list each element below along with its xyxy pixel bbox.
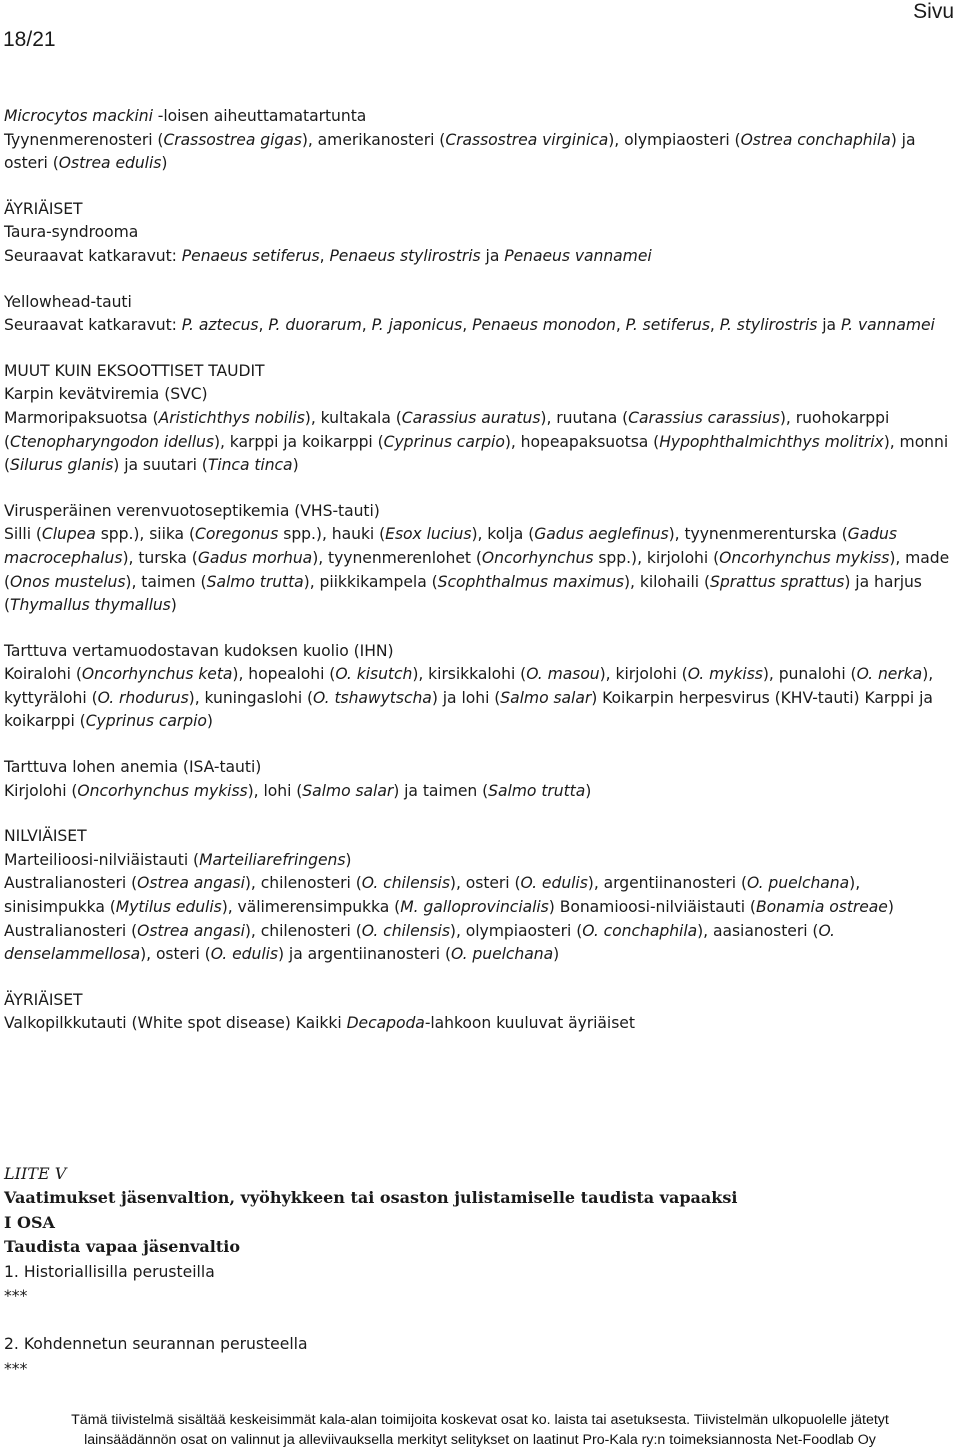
- text-run: ): [553, 945, 560, 964]
- species-name: P. japonicus: [371, 316, 463, 335]
- species-name: Microcytos mackini: [4, 107, 153, 125]
- text-line: [4, 989, 956, 1013]
- text-run: ): [585, 781, 592, 800]
- species-name: Ostrea conchaphila: [740, 130, 891, 149]
- text-run: ), lohi (: [247, 781, 303, 800]
- text-run: Taura-syndrooma: [4, 223, 139, 242]
- text-run: ,: [361, 316, 372, 335]
- text-run: ), olympiaosteri (: [449, 921, 583, 940]
- text-run: Kirjolohi (: [4, 781, 78, 800]
- text-run: spp.), hauki (: [278, 525, 386, 544]
- species-name: Cyprinus carpio: [85, 712, 207, 731]
- page-count: 18/21: [3, 28, 56, 51]
- species-name: Gadus aeglefinus: [534, 525, 669, 544]
- paragraph-block: [4, 756, 956, 803]
- paragraph-block: [4, 105, 956, 176]
- species-name: P. setiferus: [625, 316, 710, 335]
- paragraph-block: [4, 360, 956, 478]
- text-line: [4, 756, 956, 780]
- species-name: Cyprinus carpio: [383, 432, 505, 451]
- text-run: Yellowhead-tauti: [4, 292, 132, 311]
- species-name: Salmo trutta: [488, 781, 586, 800]
- text-line: [4, 780, 604, 804]
- text-run: Marmoripaksuotsa (: [4, 408, 159, 427]
- species-name: Gadus morhua: [197, 548, 313, 567]
- annex-item-2: 2. Kohdennetun seurannan perusteella: [4, 1335, 308, 1354]
- text-line: [4, 291, 956, 315]
- paragraph-block: [4, 291, 956, 338]
- text-line: [4, 105, 956, 129]
- species-name: Decapoda: [346, 1014, 425, 1033]
- text-run: Tarttuva vertamuodostavan kudoksen kuolio (IHN): [4, 641, 394, 660]
- text-run: ,: [258, 316, 269, 335]
- text-line: [4, 245, 956, 269]
- text-run: -loisen aiheuttamatartunta: [152, 107, 367, 125]
- text-run: Seuraavat katkaravut:: [4, 246, 182, 265]
- text-line: [4, 198, 956, 222]
- text-line: [4, 407, 956, 478]
- species-name: Carassius carassius: [628, 408, 780, 427]
- text-run: ), argentiinanosteri (: [587, 874, 748, 893]
- species-name: Penaeus stylirostris: [329, 246, 481, 265]
- text-run: ) ja lohi (: [431, 688, 501, 707]
- species-name: O. rhodurus: [97, 688, 189, 707]
- text-run: ), hopealohi (: [232, 665, 336, 684]
- species-name: Ostrea angasi: [137, 921, 245, 940]
- text-run: Virusperäinen verenvuotoseptikemia (VHS-tauti): [4, 501, 380, 520]
- species-name: Salmo salar: [302, 781, 394, 800]
- text-run: NILVIÄISET: [4, 827, 87, 846]
- species-name: Crassostrea gigas: [163, 130, 302, 149]
- species-name: Salmo trutta: [206, 572, 304, 591]
- species-name: Sprattus sprattus: [710, 572, 845, 591]
- species-name: Onos mustelus: [10, 572, 126, 591]
- text-line: [4, 383, 956, 407]
- text-run: Silli (: [4, 525, 42, 544]
- species-name: Crassostrea virginica: [445, 130, 609, 149]
- text-run: ), ruohokarppi (: [4, 408, 890, 451]
- species-name: O. conchaphila: [582, 921, 698, 940]
- paragraph-block: [4, 825, 956, 967]
- species-name: Ostrea edulis: [58, 154, 162, 173]
- footer-line-2: lainsäädännön osat on valinnut ja alleviivauksella merkityt selitykset on laatinut Pro-Kala ry:n toimeksiannosta Net-Foodlab Oy: [84, 1432, 876, 1448]
- text-run: ), chilenosteri (: [244, 921, 362, 940]
- species-name: Marteiliarefringens: [199, 850, 346, 869]
- page-label: Sivu: [913, 0, 954, 23]
- text-run: ) Australianosteri (: [4, 898, 894, 940]
- annex-title: LIITE V: [4, 1164, 67, 1183]
- text-run: ): [292, 456, 299, 475]
- species-name: M. galloprovincialis: [400, 898, 549, 917]
- species-name: Clupea: [41, 525, 96, 544]
- text-run: ), karppi ja koikarppi (: [213, 432, 384, 451]
- species-name: Scophthalmus maximus: [437, 572, 624, 591]
- text-line: [4, 640, 956, 664]
- text-run: ), made (: [4, 548, 950, 591]
- text-line: [4, 1012, 956, 1036]
- text-run: ), turska (: [122, 548, 198, 567]
- text-run: ,: [462, 316, 473, 335]
- text-line: [4, 500, 956, 524]
- text-run: ) Koikarpin herpesvirus (KHV-tauti) Karppi ja koikarppi (: [4, 688, 933, 731]
- species-name: P. aztecus: [181, 316, 259, 335]
- species-name: P. duorarum: [268, 316, 362, 335]
- text-run: Tarttuva lohen anemia (ISA-tauti): [4, 758, 262, 777]
- annex-part: I OSA: [4, 1212, 55, 1232]
- annex-spacer: [4, 1308, 954, 1332]
- text-run: ), amerikanosteri (: [301, 130, 446, 149]
- text-run: ), monni (: [4, 432, 949, 475]
- text-run: ), piikkikampela (: [303, 572, 438, 591]
- text-line: [4, 872, 956, 966]
- text-run: ,: [319, 246, 330, 265]
- species-name: Silurus glanis: [10, 456, 114, 475]
- species-name: Coregonus: [195, 525, 279, 544]
- annex-heading: Vaatimukset jäsenvaltion, vyöhykkeen tai osaston julistamiselle taudista vapaaksi: [4, 1188, 738, 1208]
- species-name: O. chilensis: [361, 874, 450, 893]
- species-name: O. masou: [526, 665, 600, 684]
- text-run: Seuraavat katkaravut:: [4, 316, 182, 335]
- text-run: ) Bonamioosi-nilviäistauti (: [548, 898, 756, 917]
- text-run: -lahkoon kuuluvat äyriäiset: [424, 1014, 635, 1033]
- text-run: Tyynenmerenosteri (: [4, 130, 164, 149]
- text-line: [4, 663, 956, 734]
- text-line: [4, 221, 956, 245]
- species-name: Thymallus thymallus: [10, 596, 171, 615]
- annex-section: [4, 1162, 954, 1381]
- species-name: Bonamia ostreae: [755, 898, 888, 917]
- species-name: Ctenopharyngodon idellus: [10, 432, 214, 451]
- species-name: O. tshawytscha: [313, 688, 432, 707]
- text-run: ,: [615, 316, 626, 335]
- text-run: ), kyttyrälohi (: [4, 665, 934, 707]
- species-name: O. mykiss: [687, 665, 763, 684]
- text-run: ), kirsikkalohi (: [412, 665, 527, 684]
- text-line: [4, 314, 956, 338]
- species-name: O. chilensis: [361, 921, 450, 940]
- text-run: Karpin kevätviremia (SVC): [4, 385, 208, 404]
- footer-note: [0, 1410, 960, 1450]
- paragraph-block: [4, 198, 956, 269]
- text-run: ) ja taimen (: [393, 781, 489, 800]
- text-run: ,: [709, 316, 720, 335]
- species-name: Esox lucius: [385, 525, 472, 544]
- text-run: ), punalohi (: [762, 665, 857, 684]
- annex-subheading: Taudista vapaa jäsenvaltio: [4, 1237, 240, 1257]
- species-name: O. kisutch: [335, 665, 413, 684]
- text-run: ja: [480, 246, 505, 265]
- text-run: ÄYRIÄISET: [4, 990, 83, 1009]
- text-run: ), kolja (: [471, 525, 535, 544]
- text-run: ), tyynenmerenlohet (: [312, 548, 482, 567]
- species-name: Hypophthalmichthys molitrix: [659, 432, 884, 451]
- text-run: ), tyynenmerenturska (: [668, 525, 848, 544]
- footer-line-1: Tämä tiivistelmä sisältää keskeisimmät kala-alan toimijoita koskevat osat ko. laista tai asetuksesta. Tiivistelmän ulkopuolelle jätetyt: [71, 1412, 889, 1428]
- text-run: Marteilioosi-nilviäistauti (: [4, 850, 200, 869]
- text-run: MUUT KUIN EKSOOTTISET TAUDIT: [4, 361, 265, 380]
- text-line: [4, 523, 956, 617]
- text-run: ) ja harjus (: [4, 572, 922, 615]
- species-name: O. puelchana: [451, 945, 554, 964]
- text-run: ), sinisimpukka (: [4, 874, 861, 917]
- text-run: ), hopeapaksuotsa (: [504, 432, 660, 451]
- species-name: Gadus macrocephalus: [4, 525, 897, 567]
- species-name: Oncorhynchus mykiss: [719, 548, 890, 567]
- document-body: [4, 105, 956, 1058]
- text-line: [4, 825, 956, 849]
- text-run: ), kirjolohi (: [599, 665, 688, 684]
- paragraph-block: [4, 500, 956, 618]
- annex-stars-1: ***: [4, 1287, 28, 1306]
- text-run: Australianosteri (: [4, 874, 138, 893]
- species-name: Aristichthys nobilis: [158, 408, 305, 427]
- text-line: [4, 849, 956, 873]
- text-run: ): [206, 712, 213, 731]
- text-line: [4, 129, 956, 176]
- text-run: ), taimen (: [125, 572, 207, 591]
- text-run: ), ruutana (: [540, 408, 629, 427]
- text-run: ), olympiaosteri (: [608, 130, 741, 149]
- text-run: ) ja argentiinanosteri (: [277, 945, 451, 964]
- species-name: Penaeus monodon: [472, 316, 616, 335]
- text-line: [4, 360, 956, 384]
- text-run: ÄYRIÄISET: [4, 199, 83, 218]
- species-name: Tinca tinca: [207, 456, 293, 475]
- text-run: spp.), kirjolohi (: [593, 548, 720, 567]
- species-name: Penaeus vannamei: [504, 246, 652, 265]
- text-run: ), kuningaslohi (: [188, 688, 314, 707]
- species-name: O. puelchana: [747, 874, 850, 893]
- annex-stars-2: ***: [4, 1359, 28, 1378]
- species-name: O. edulis: [210, 945, 278, 964]
- text-run: ), chilenosteri (: [244, 874, 362, 893]
- paragraph-block: [4, 640, 956, 734]
- species-name: Oncorhynchus mykiss: [77, 781, 248, 800]
- species-name: P. stylirostris: [719, 316, 818, 335]
- text-run: Koiralohi (: [4, 665, 82, 684]
- species-name: Penaeus setiferus: [181, 246, 320, 265]
- text-run: ), aasianosteri (: [697, 921, 819, 940]
- text-run: ): [170, 596, 177, 615]
- text-run: ), välimerensimpukka (: [221, 898, 401, 917]
- text-run: spp.), siika (: [95, 525, 196, 544]
- annex-item-1: 1. Historiallisilla perusteilla: [4, 1262, 215, 1281]
- species-name: O. nerka: [856, 665, 923, 684]
- paragraph-block: [4, 989, 956, 1036]
- text-run: ): [345, 850, 352, 869]
- text-run: ) ja osteri (: [4, 130, 916, 173]
- species-name: Oncorhynchus keta: [81, 665, 233, 684]
- text-run: ja: [817, 316, 841, 335]
- text-run: ), kultakala (: [304, 408, 402, 427]
- species-name: P. vannamei: [840, 316, 935, 335]
- text-run: ): [161, 154, 168, 173]
- text-run: Valkopilkkutauti (White spot disease) Kaikki: [4, 1014, 347, 1033]
- species-name: Carassius auratus: [401, 408, 541, 427]
- species-name: Mytilus edulis: [115, 898, 222, 917]
- text-run: ), osteri (: [449, 874, 521, 893]
- species-name: Salmo salar: [500, 688, 592, 707]
- text-run: ), osteri (: [140, 945, 211, 964]
- species-name: O. denselammellosa: [4, 921, 835, 964]
- text-run: ), kilohaili (: [624, 572, 711, 591]
- species-name: Ostrea angasi: [137, 874, 245, 893]
- species-name: O. edulis: [520, 874, 588, 893]
- species-name: Oncorhynchus: [481, 548, 594, 567]
- text-run: ) ja suutari (: [113, 456, 208, 475]
